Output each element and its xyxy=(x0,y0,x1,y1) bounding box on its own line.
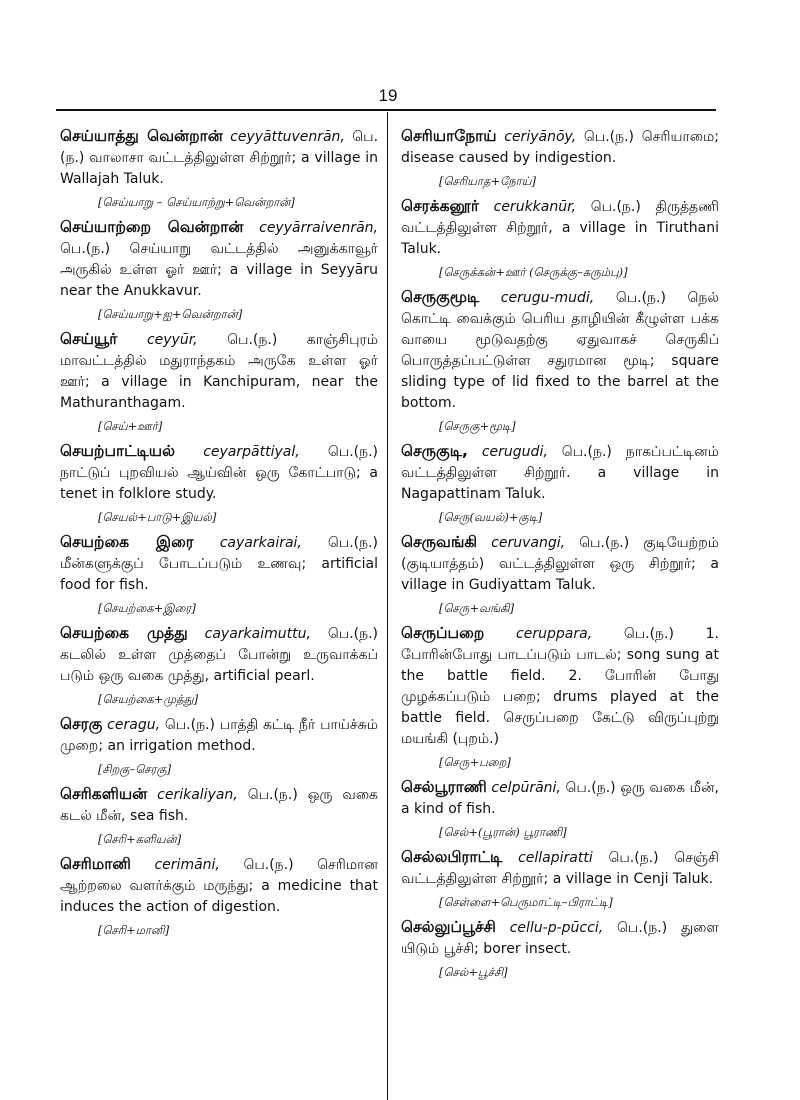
dictionary-entry xyxy=(401,441,719,524)
entry-definition: பெ.(ந.) வாலாசா வட்டத்திலுள்ள சிற்றூர்; a village in Wallajah Taluk. xyxy=(60,129,379,187)
entry-etymology: [செய்யாறு – செய்யாற்று+வென்றான்] xyxy=(98,195,295,209)
entry-definition: பெ.(ந.) நாகப்பட்டினம் வட்டத்திலுள்ள சிற்றூர். a village in Nagapattinam Taluk. xyxy=(401,444,719,502)
dictionary-entry xyxy=(401,777,719,839)
entry-etymology: [செயற்கை+முத்து] xyxy=(98,692,199,706)
entry-headword: செரிமானி xyxy=(60,855,131,873)
dictionary-entry xyxy=(60,441,378,524)
entry-etymology: [செரியாத+நோய்] xyxy=(439,174,536,188)
entry-etymology: [செள்ளை+பெருமாட்டி–பிராட்டி] xyxy=(439,895,613,909)
dictionary-entry xyxy=(60,126,378,209)
entry-headword: செருவங்கி xyxy=(401,533,478,551)
entry-headword: செல்லுப்பூச்சி xyxy=(401,918,496,936)
dictionary-entry xyxy=(401,847,719,909)
entry-etymology: [செல்+பூச்சி] xyxy=(439,965,508,979)
entry-headword: செரக்கனூர் xyxy=(401,197,479,215)
entry-etymology: [செல்+(பூரான்) பூராணி] xyxy=(439,825,567,839)
dictionary-entry xyxy=(60,532,378,615)
dictionary-entry xyxy=(60,329,378,433)
dictionary-entry xyxy=(60,714,378,776)
entry-definition: பெ.(ந.) மீன்களுக்குப் போடப்படும் உணவு; artificial food for fish. xyxy=(60,535,378,593)
entry-headword: செய்யாற்றை வென்றான் xyxy=(60,218,244,236)
dictionary-entry xyxy=(401,623,719,769)
entry-definition: பெ.(ந.) ஒரு வகை மீன், a kind of fish. xyxy=(401,780,719,817)
entry-transliteration: cayarkairai, xyxy=(219,535,302,551)
entry-headword: செல்பூராணி xyxy=(401,778,487,796)
entry-etymology: [செரு+பறை] xyxy=(439,755,511,769)
entry-definition: பெ.(ந.) காஞ்சிபுரம் மாவட்டத்தில் மதுராந்தகம் அருகே உள்ள ஓர் ஊர்; a village in Kanchipuram, near the Mathuranthagam. xyxy=(60,332,378,411)
entry-transliteration: ceriyānōy, xyxy=(504,129,577,145)
dictionary-entry xyxy=(60,784,378,846)
page-number: 19 xyxy=(378,86,398,105)
entry-etymology: [செயல்+பாடு+இயல்] xyxy=(98,510,217,524)
entry-transliteration: ceyyūr, xyxy=(146,332,198,348)
entry-etymology: [சிறகு–செரகு] xyxy=(98,762,172,776)
dictionary-entry xyxy=(401,287,719,433)
entry-transliteration: ceyyārraivenrān, xyxy=(259,220,378,236)
entry-definition: பெ.(ந.) துளை யிடும் பூச்சி; borer insect. xyxy=(401,920,720,957)
entry-transliteration: ceruppara, xyxy=(516,626,593,642)
right-column xyxy=(401,126,719,987)
entry-headword: செயற்பாட்டியல் xyxy=(60,442,175,460)
entry-headword: செய்யாத்து வென்றான் xyxy=(60,127,223,145)
column-divider xyxy=(387,112,388,1100)
entry-definition: பெ.(ந.) ஒரு வகை கடல் மீன், sea fish. xyxy=(60,787,379,824)
entry-headword: செய்யூர் xyxy=(60,330,118,348)
entry-headword: செருகுமூடி xyxy=(401,288,480,306)
entry-headword: செயற்கை முத்து xyxy=(60,624,188,642)
dictionary-entry xyxy=(60,623,378,706)
entry-definition: பெ.(ந.) செரிமான ஆற்றலை வளர்க்கும் மருந்து; a medicine that induces the action of digestion. xyxy=(60,857,378,915)
entry-headword: செரியாநோய் xyxy=(401,127,497,145)
entry-headword: செருப்பறை xyxy=(401,624,485,642)
dictionary-entry xyxy=(60,217,378,321)
entry-transliteration: cayarkaimuttu, xyxy=(204,626,311,642)
entry-etymology: [செரு+வங்கி] xyxy=(439,601,515,615)
entry-etymology: [செரி+களியன்] xyxy=(98,832,182,846)
entry-headword: செரகு xyxy=(60,715,103,733)
dictionary-entry xyxy=(60,854,378,937)
entry-definition: பெ.(ந.) செஞ்சி வட்டத்திலுள்ள சிற்றூர்; a village in Cenji Taluk. xyxy=(401,850,720,887)
dictionary-entry xyxy=(401,532,719,615)
entry-definition: பெ.(ந.) குடியேற்றம் (குடியாத்தம்) வட்டத்திலுள்ள ஒரு சிற்றூர்; a village in Gudiyattam Taluk. xyxy=(401,535,720,593)
entry-transliteration: cerukkanūr, xyxy=(493,199,577,215)
entry-transliteration: ceragu, xyxy=(107,717,161,733)
entry-etymology: [செருகு+மூடி] xyxy=(439,419,516,433)
entry-definition: பெ.(ந.) பாத்தி கட்டி நீர் பாய்ச்சும் முறை; an irrigation method. xyxy=(60,717,379,754)
entry-transliteration: cerikaliyan, xyxy=(157,787,238,803)
header-rule xyxy=(56,109,716,111)
entry-headword: செரிகளியன் xyxy=(60,785,148,803)
entry-definition: பெ.(ந.) கடலில் உள்ள முத்தைப் போன்று உருவாக்கப் படும் ஒரு வகை முத்து, artificial pearl. xyxy=(60,626,378,684)
entry-headword: செருகுடி, xyxy=(401,442,468,460)
entry-transliteration: celpūrāni, xyxy=(491,780,561,796)
entry-definition: பெ.(ந.) செரியாமை; disease caused by indigestion. xyxy=(401,129,719,166)
entry-etymology: [செய்யாறு+ஐ+வென்றான்] xyxy=(98,307,243,321)
entry-transliteration: cerugu-mudi, xyxy=(500,290,595,306)
entry-transliteration: ceyarpāttiyal, xyxy=(203,444,300,460)
entry-transliteration: cerugudi, xyxy=(481,444,548,460)
entry-etymology: [செருக்கன்+ஊர் (செருக்கு–கரும்பு)] xyxy=(439,265,628,279)
left-column xyxy=(60,126,378,945)
entry-transliteration: cellapiratti xyxy=(518,850,593,866)
dictionary-entry xyxy=(401,126,719,188)
entry-definition: பெ.(ந.) செய்யாறு வட்டத்தில் அனுக்காவூர் அருகில் உள்ள ஓர் ஊர்; a village in Seyyāru near the Anukkavur. xyxy=(60,241,378,299)
entry-definition: பெ.(ந.) நாட்டுப் புறவியல் ஆய்வின் ஒரு கோட்பாடு; a tenet in folklore study. xyxy=(60,444,379,502)
entry-definition: பெ.(ந.) திருத்தணி வட்டத்திலுள்ள சிற்றூர், a village in Tiruthani Taluk. xyxy=(401,199,719,257)
dictionary-entry xyxy=(401,917,719,979)
entry-etymology: [செரி+மானி] xyxy=(98,923,170,937)
entry-transliteration: cerimāni, xyxy=(154,857,220,873)
entry-transliteration: ceruvangi, xyxy=(491,535,566,551)
dictionary-entry xyxy=(401,196,719,279)
entry-etymology: [செரு(வயல்)+குடி] xyxy=(439,510,543,524)
entry-etymology: [செயற்கை+இரை] xyxy=(98,601,196,615)
entry-etymology: [செய்+ஊர்] xyxy=(98,419,163,433)
entry-definition: பெ.(ந.) நெல் கொட்டி வைக்கும் பெரிய தாழியின் கீழுள்ள பக்க வாயை மூடுவதற்கு ஏதுவாகச் செருகிப் பொருத்தப்பட்டுள்ள சதுரமான மூடி; square sliding type of lid fixed to the barrel at the bottom. xyxy=(401,290,720,411)
entry-headword: செயற்கை இரை xyxy=(60,533,194,551)
entry-transliteration: ceyyāttuvenrān, xyxy=(230,129,345,145)
entry-headword: செல்லபிராட்டி xyxy=(401,848,503,866)
entry-transliteration: cellu-p-pūcci, xyxy=(509,920,604,936)
entry-definition: பெ.(ந.) 1. போரின்போது பாடப்படும் பாடல்; song sung at the battle field. 2. போரின் போது முழக்கப்படும் பறை; drums played at the battle field. செருப்பறை கேட்டு விருப்புற்று மயங்கி (புறம்.) xyxy=(401,626,720,747)
